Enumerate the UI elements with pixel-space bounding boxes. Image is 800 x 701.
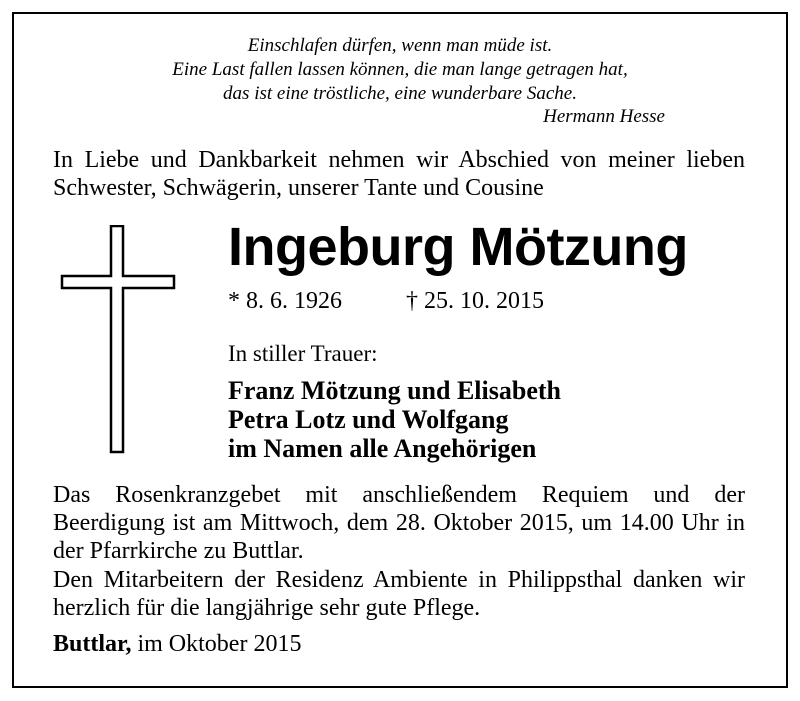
mourner-line: Petra Lotz und Wolfgang [228,405,509,434]
deceased-name: Ingeburg Mötzung [228,217,688,277]
poem-line: Eine Last fallen lassen können, die man lange getragen hat, [172,59,628,80]
birth-date: * 8. 6. 1926 [228,288,342,314]
place-date-text: im Oktober 2015 [131,631,302,657]
intro-text: In Liebe und Dankbarkeit nehmen wir Abschied von meiner lieben Schwester, Schwägerin, unserer Tante und Cousine [53,147,745,201]
service-info: Das Rosenkranzgebet mit anschließendem Requiem und der Beerdigung ist am Mittwoch, dem 28. Oktober 2015, um 14.00 Uhr in der Pfarrkirche zu Buttlar. [53,482,745,564]
place-date [53,630,301,658]
mourner-line: im Namen alle Angehörigen [228,434,537,463]
poem-line: das ist eine tröstliche, eine wunderbare Sache. [223,83,577,104]
latin-cross-icon [60,225,176,454]
death-date: † 25. 10. 2015 [406,288,544,314]
grief-label: In stiller Trauer: [228,341,378,366]
mourner-line: Franz Mötzung und Elisabeth [228,376,561,405]
poem [60,34,740,106]
poem-author: Hermann Hesse [543,106,665,127]
place-town: Buttlar, [53,631,132,657]
poem-line: Einschlafen dürfen, wenn man müde ist. [247,35,553,56]
thanks-text: Den Mitarbeitern der Residenz Ambiente in Philippsthal danken wir herzlich für die langjährige sehr gute Pflege. [53,567,745,621]
mourners-list [228,376,561,463]
